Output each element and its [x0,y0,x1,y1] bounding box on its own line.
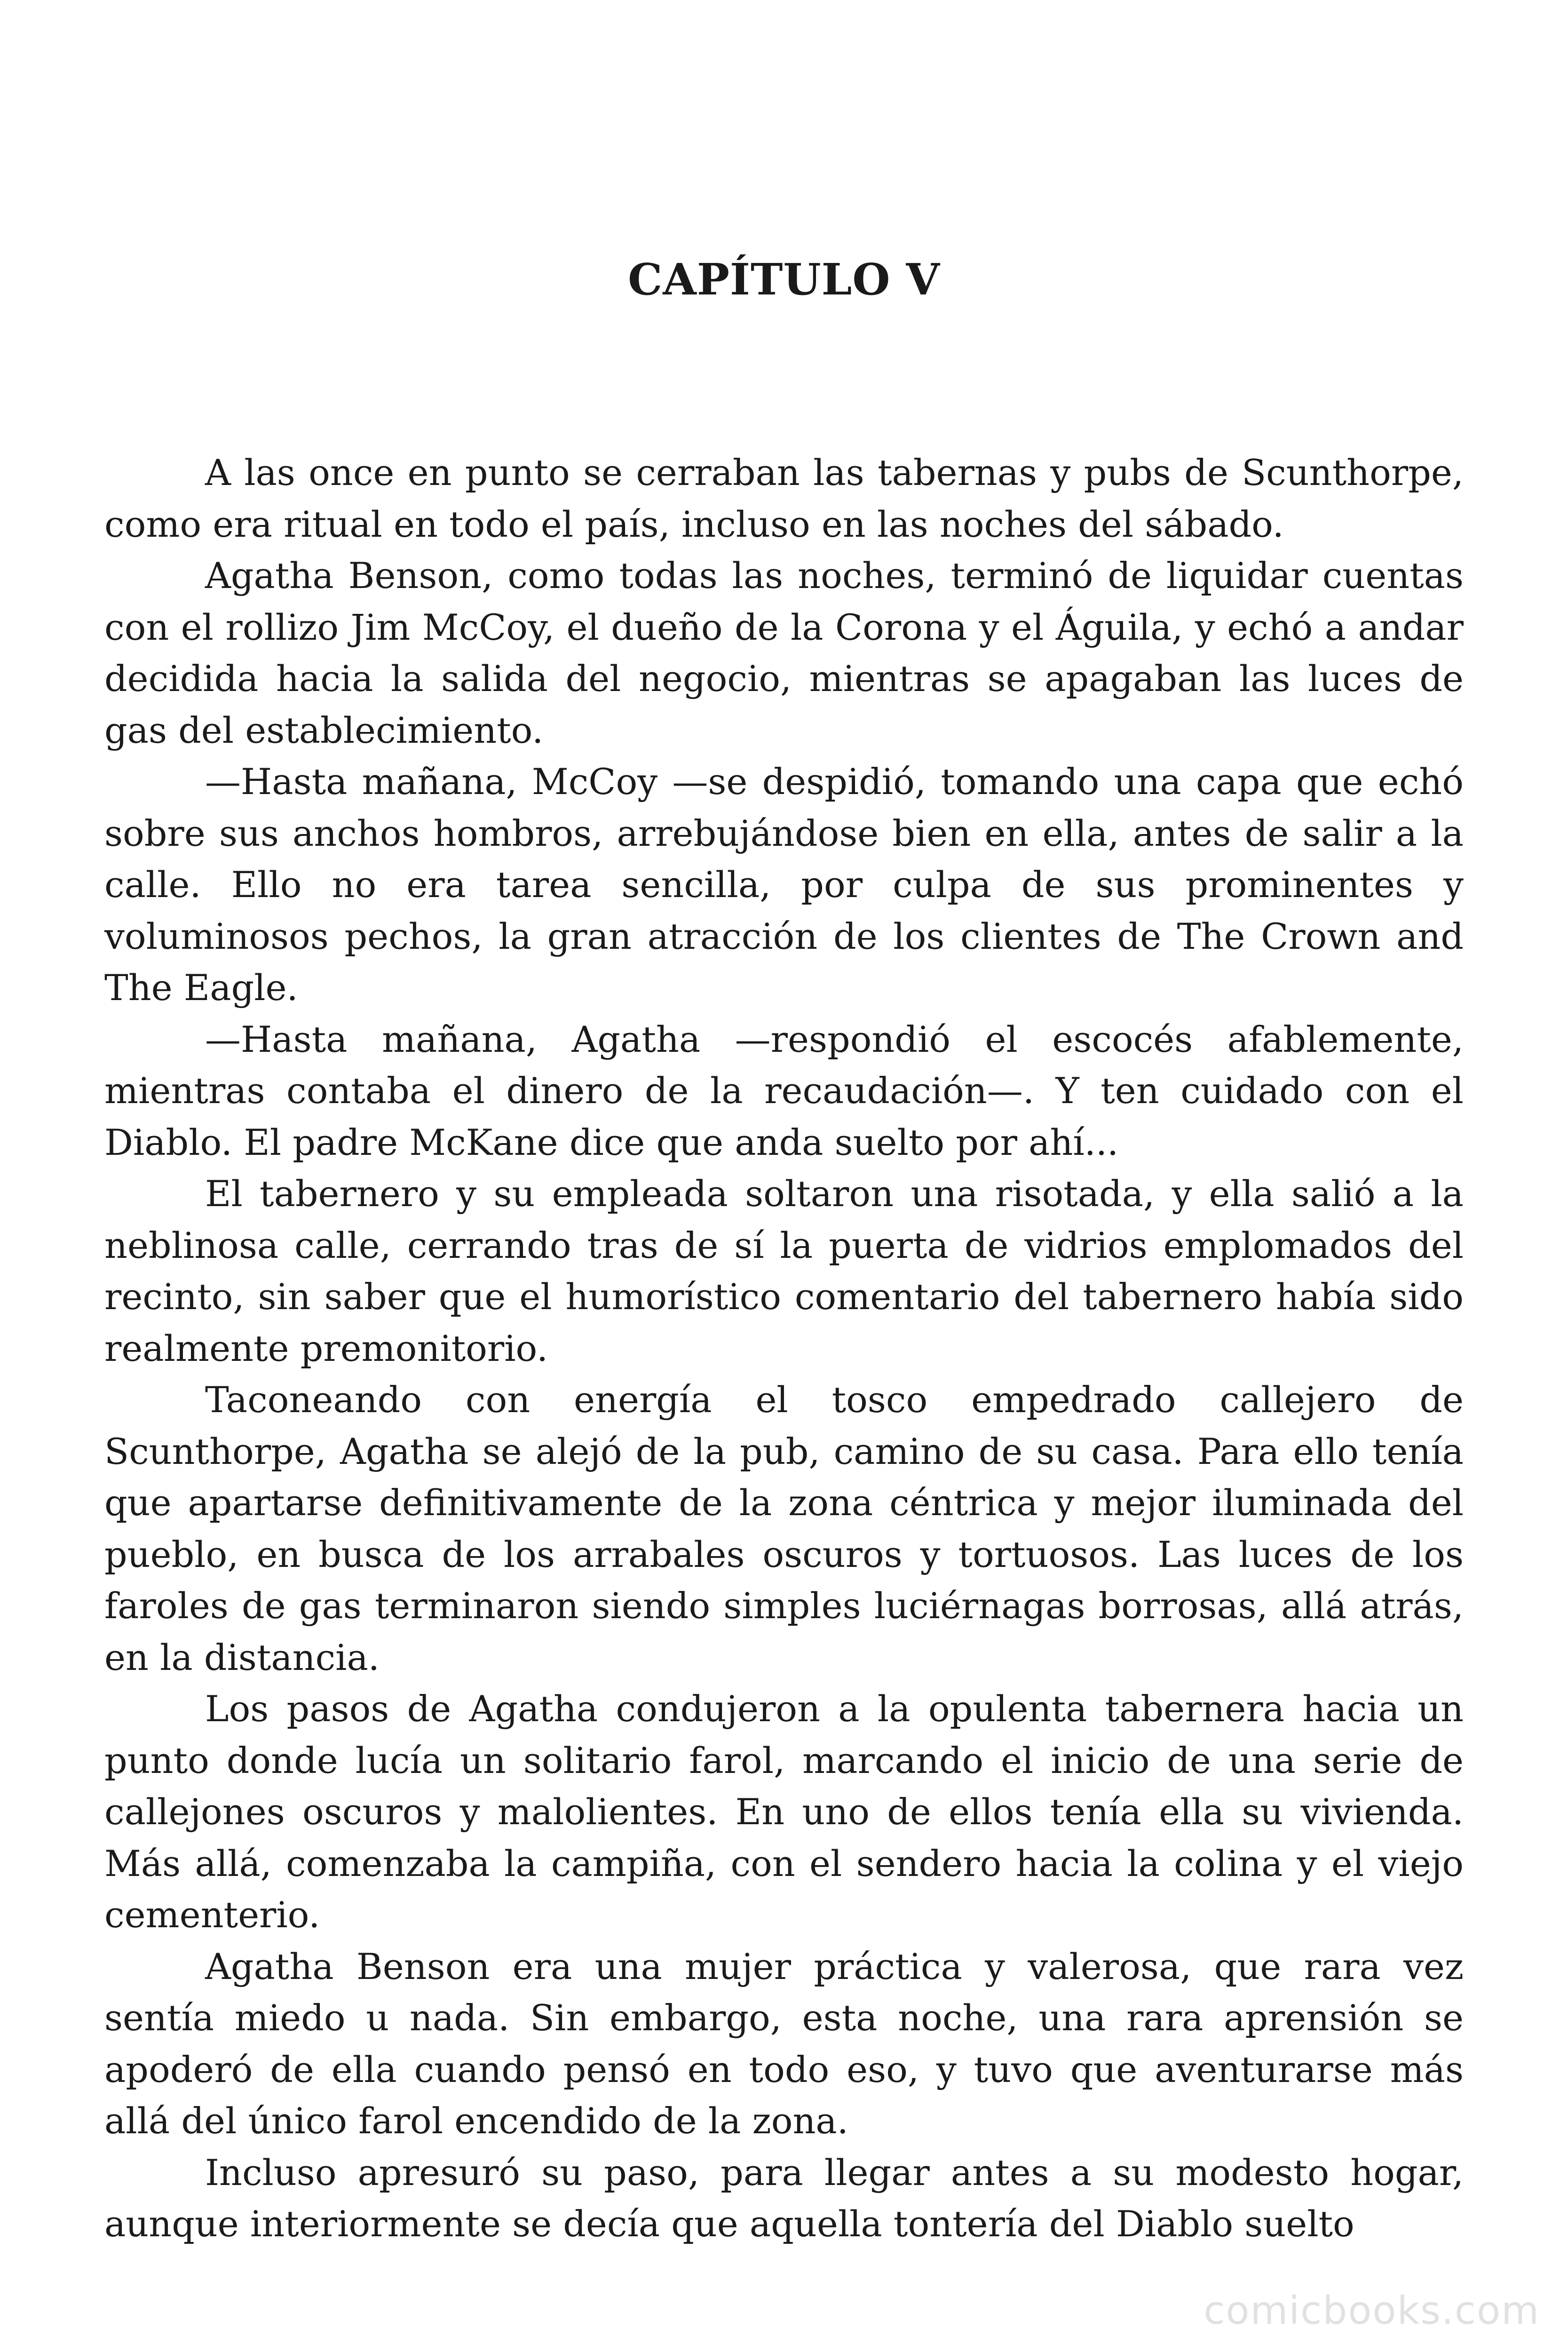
paragraph: Taconeando con energía el tosco empedrado callejero de Scunthorpe, Agatha se alejó de la pub, camino de su casa. Para ello tenía que apartarse definitivamente de la zona céntrica y mejor iluminada del pueblo, en busca de los arrabales oscuros y tortuosos. Las luces de los faroles de gas terminaron siendo simples luciérnagas borrosas, allá atrás, en la distancia. [104,1379,1464,1678]
paragraph: Agatha Benson era una mujer práctica y valerosa, que rara vez sentía miedo u nada. Sin embargo, esta noche, una rara aprensión se apoderó de ella cuando pensó en todo eso, y tuvo que aventurarse más allá del único farol encendido de la zona. [104,1945,1464,2142]
watermark: comicbooks.com [1204,2288,1540,2333]
paragraph: Los pasos de Agatha condujeron a la opulenta tabernera hacia un punto donde lucía un solitario farol, marcando el inicio de una serie de callejones oscuros y malolientes. En uno de ellos tenía ella su vivienda. Más allá, comenzaba la campiña, con el sendero hacia la colina y el viejo cementerio. [104,1688,1464,1936]
paragraph: A las once en punto se cerraban las tabernas y pubs de Scunthorpe, como era ritual en todo el país, incluso en las noches del sábado. [104,452,1464,545]
paragraph: —Hasta mañana, Agatha —respondió el escocés afablemente, mientras contaba el dinero de la recaudación—. Y ten cuidado con el Diablo. El padre McKane dice que anda suelto por ahí... [104,1018,1464,1163]
chapter-body [104,447,1464,2250]
paragraph: El tabernero y su empleada soltaron una risotada, y ella salió a la neblinosa calle, cerrando tras de sí la puerta de vidrios emplomados del recinto, sin saber que el humorístico comentario del tabernero había sido realmente premonitorio. [104,1173,1464,1369]
paragraph: —Hasta mañana, McCoy —se despidió, tomando una capa que echó sobre sus anchos hombros, arrebujándose bien en ella, antes de salir a la calle. Ello no era tarea sencilla, por culpa de sus prominentes y voluminosos pechos, la gran atracción de los clientes de The Crown and The Eagle. [104,761,1464,1009]
chapter-title: CAPÍTULO V [628,254,940,305]
paragraph: Incluso apresuró su paso, para llegar antes a su modesto hogar, aunque interiormente se decía que aquella tontería del Diablo suelto [104,2151,1464,2245]
paragraph: Agatha Benson, como todas las noches, terminó de liquidar cuentas con el rollizo Jim McCoy, el dueño de la Corona y el Águila, y echó a andar decidida hacia la salida del negocio, mientras se apagaban las luces de gas del establecimiento. [104,555,1464,751]
